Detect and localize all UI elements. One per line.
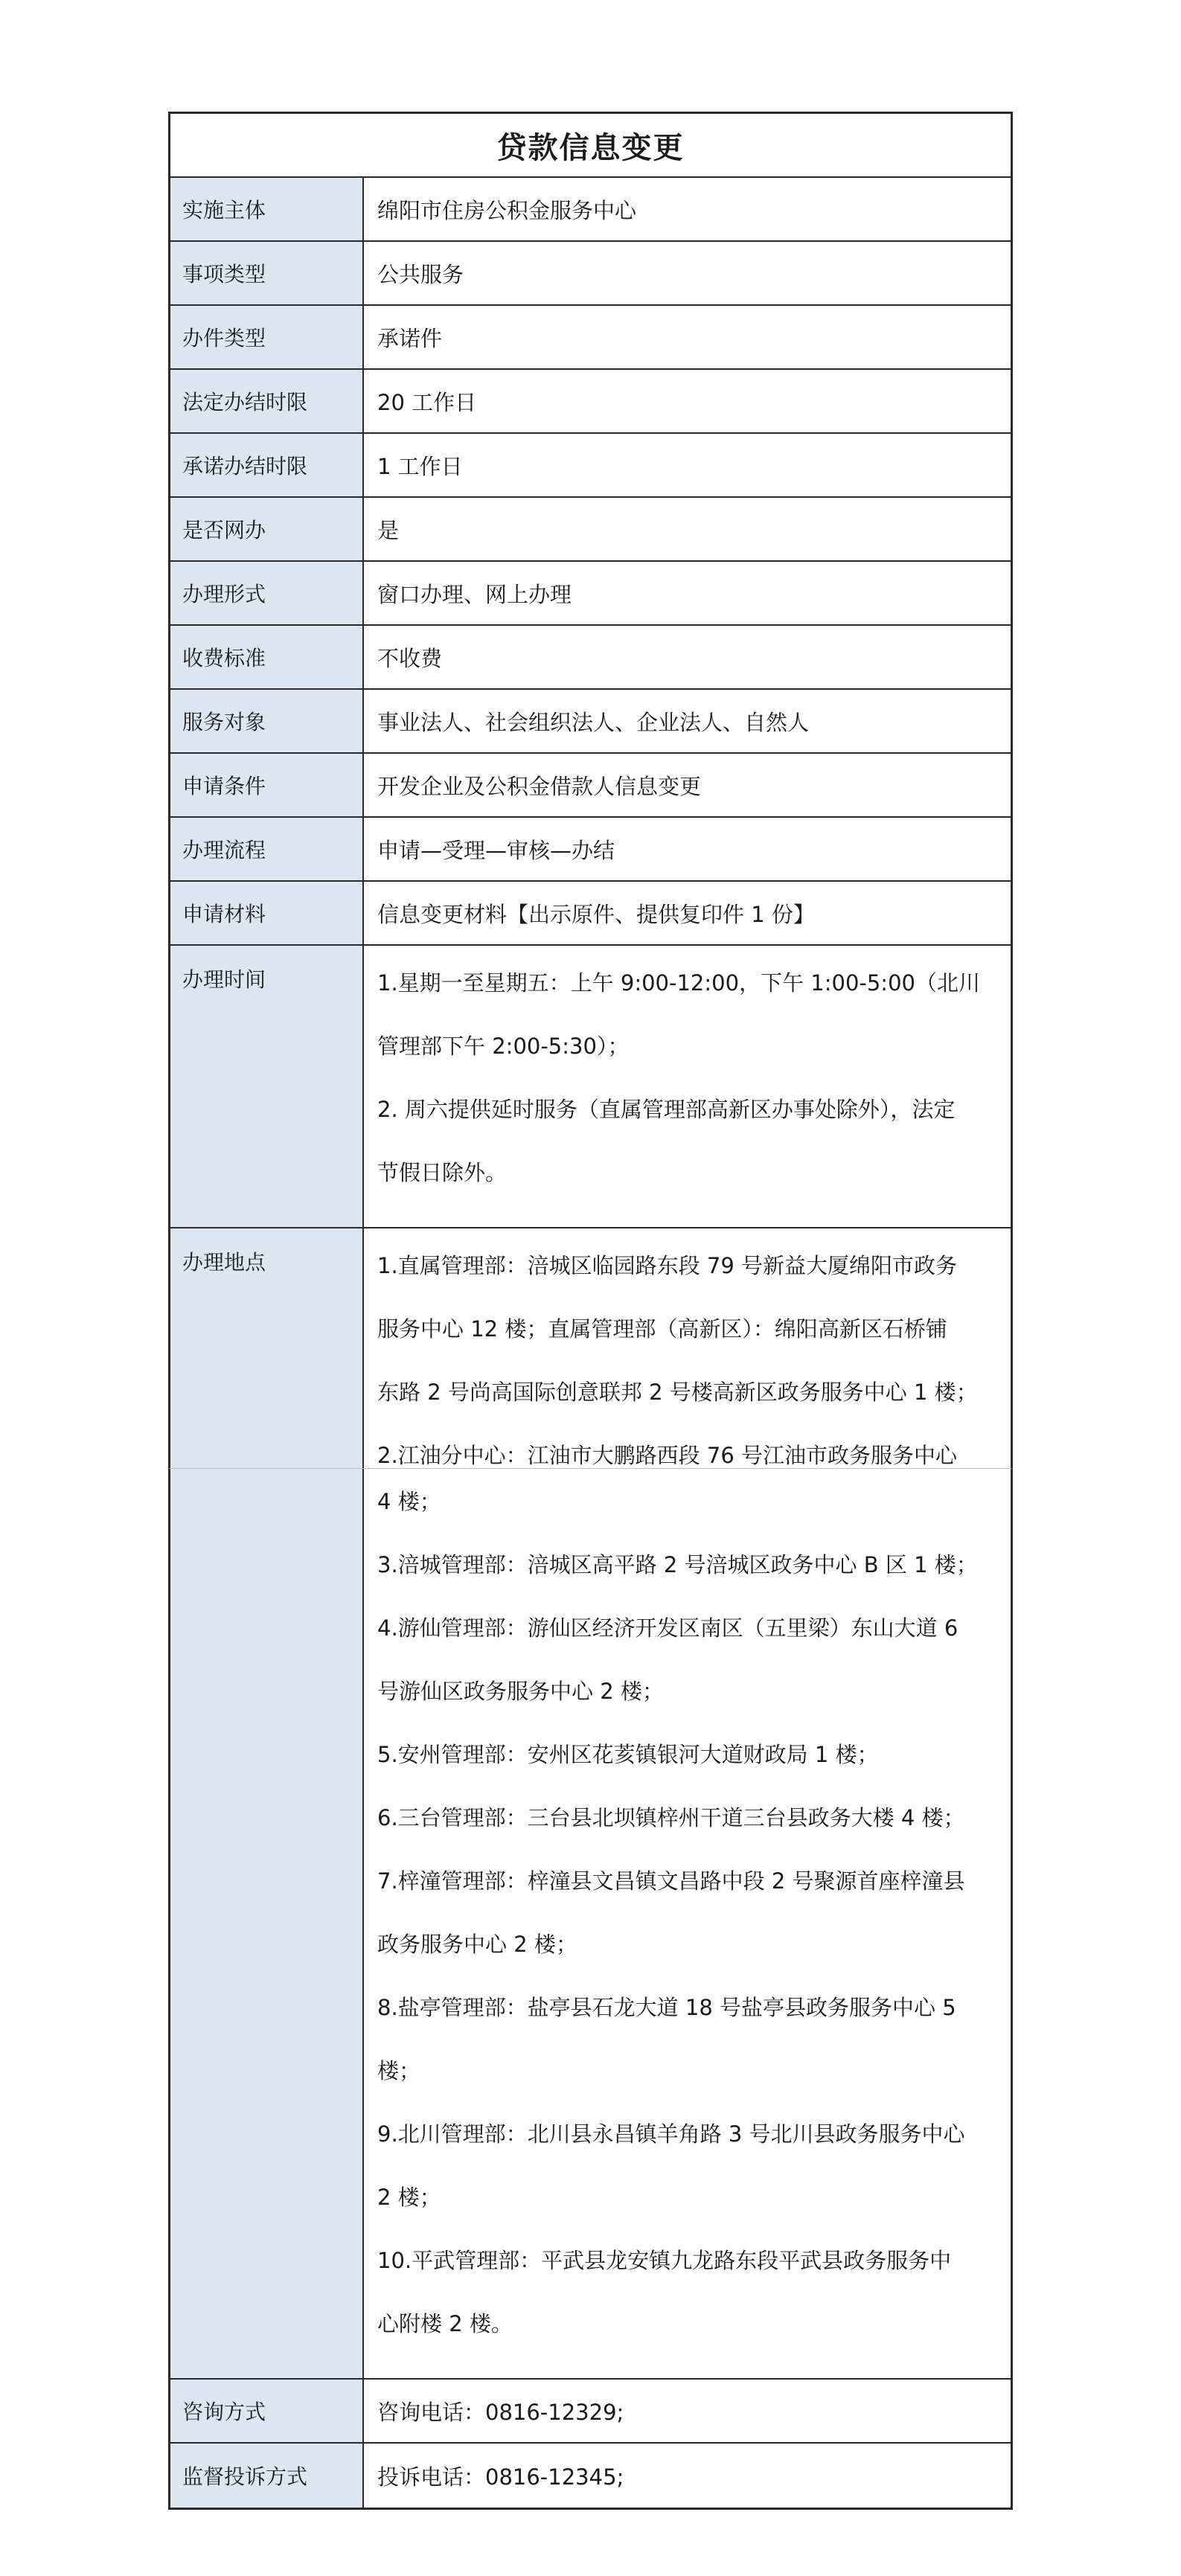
hours-line: 1.星期一至星期五：上午 9:00-12:00，下午 1:00-5:00（北川 (377, 970, 980, 996)
row-value: 承诺件 (377, 325, 443, 351)
row-value: 20 工作日 (377, 389, 477, 415)
row-value: 信息变更材料【出示原件、提供复印件 1 份】 (377, 901, 815, 927)
table-row (170, 498, 1011, 562)
table-row (170, 690, 1011, 754)
row-label-empty (170, 1469, 364, 2378)
table-row-consult (170, 2380, 1011, 2444)
table-row-locations-cont (170, 1469, 1011, 2380)
table-row (170, 434, 1011, 498)
hours-line: 管理部下午 2:00-5:30）； (377, 1034, 630, 1059)
row-label: 办件类型 (170, 306, 364, 368)
hours-line: 节假日除外。 (377, 1160, 508, 1185)
locations-value-cont (364, 1469, 1011, 2378)
row-value: 1 工作日 (377, 453, 463, 479)
location-line: 9.北川管理部：北川县永昌镇羊角路 3 号北川县政务服务中心 (377, 2121, 965, 2147)
page-title: 贷款信息变更 (170, 114, 1011, 178)
row-label: 申请条件 (170, 754, 364, 816)
row-label: 申请材料 (170, 882, 364, 944)
hours-line: 2. 周六提供延时服务（直属管理部高新区办事处除外），法定 (377, 1097, 956, 1122)
table-row (170, 178, 1011, 242)
table-row (170, 754, 1011, 818)
location-line: 6.三台管理部：三台县北坝镇梓州干道三台县政务大楼 4 楼； (377, 1805, 965, 1830)
table-row-complaint (170, 2444, 1011, 2508)
location-line: 心附楼 2 楼。 (377, 2311, 513, 2336)
row-label: 办理时间 (170, 946, 364, 1227)
location-line: 7.梓潼管理部：梓潼县文昌镇文昌路中段 2 号聚源首座梓潼县 (377, 1868, 965, 1894)
row-value: 绵阳市住房公积金服务中心 (377, 197, 637, 223)
row-label: 办理形式 (170, 562, 364, 624)
table-row (170, 562, 1011, 626)
info-table-top (168, 112, 1013, 1512)
table-row (170, 626, 1011, 690)
row-label: 承诺办结时限 (170, 434, 364, 496)
hours-value (364, 946, 1011, 1227)
info-table-bottom (168, 1468, 1013, 2510)
row-value: 是 (377, 517, 400, 543)
row-value: 不收费 (377, 645, 443, 671)
location-line: 1.直属管理部：涪城区临园路东段 79 号新益大厦绵阳市政务 (377, 1253, 958, 1278)
table-row (170, 306, 1011, 370)
row-label: 咨询方式 (170, 2380, 364, 2442)
row-label: 实施主体 (170, 178, 364, 240)
location-line: 楼； (377, 2058, 421, 2083)
location-line: 3.涪城管理部：涪城区高平路 2 号涪城区政务中心 B 区 1 楼； (377, 1552, 978, 1577)
row-label: 监督投诉方式 (170, 2444, 364, 2508)
table-row (170, 882, 1011, 946)
location-line: 8.盐亭管理部：盐亭县石龙大道 18 号盐亭县政务服务中心 5 (377, 1995, 956, 2020)
table-row (170, 818, 1011, 882)
table-row (170, 242, 1011, 306)
complaint-phone: 投诉电话：0816-12345; (377, 2464, 624, 2490)
location-line: 服务中心 12 楼；直属管理部（高新区）：绵阳高新区石桥铺 (377, 1316, 947, 1342)
row-value: 申请—受理—审核—办结 (377, 837, 615, 863)
location-line: 4.游仙管理部：游仙区经济开发区南区（五里梁）东山大道 6 (377, 1615, 958, 1641)
row-label: 收费标准 (170, 626, 364, 688)
row-label: 办理流程 (170, 818, 364, 880)
row-value: 窗口办理、网上办理 (377, 581, 572, 607)
row-label: 服务对象 (170, 690, 364, 752)
row-label: 是否网办 (170, 498, 364, 560)
location-line: 2 楼； (377, 2185, 441, 2210)
location-line: 10.平武管理部：平武县龙安镇九龙路东段平武县政务服务中 (377, 2248, 952, 2273)
row-label: 办理地点 (170, 1228, 364, 1510)
row-label: 事项类型 (170, 242, 364, 304)
row-value: 开发企业及公积金借款人信息变更 (377, 773, 702, 799)
row-value: 事业法人、社会组织法人、企业法人、自然人 (377, 709, 810, 735)
location-line: 4 楼； (377, 1489, 441, 1514)
location-line: 号游仙区政务服务中心 2 楼； (377, 1679, 664, 1704)
table-row (170, 370, 1011, 434)
location-line: 政务服务中心 2 楼； (377, 1932, 577, 1957)
row-label: 法定办结时限 (170, 370, 364, 432)
location-line: 5.安州管理部：安州区花荄镇银河大道财政局 1 楼； (377, 1742, 879, 1767)
consult-phone: 咨询电话：0816-12329; (377, 2399, 624, 2425)
table-row-hours (170, 946, 1011, 1228)
location-line: 2.江油分中心：江油市大鹏路西段 76 号江油市政务服务中心 (377, 1443, 958, 1468)
row-value: 公共服务 (377, 261, 464, 287)
location-line: 东路 2 号尚高国际创意联邦 2 号楼高新区政务服务中心 1 楼； (377, 1380, 978, 1405)
